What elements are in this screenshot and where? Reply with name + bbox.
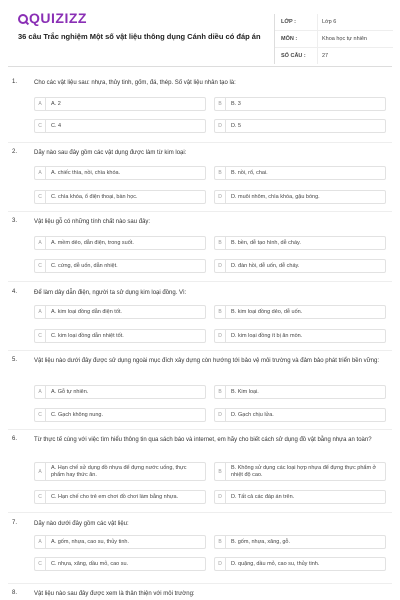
option-a[interactable] — [34, 97, 206, 111]
question-number: 5. — [12, 357, 18, 363]
logo-q-icon — [18, 14, 28, 24]
option-letter: A — [35, 98, 46, 110]
question-number: 8. — [12, 590, 18, 596]
option-text: C. 4 — [51, 122, 62, 129]
option-letter: D — [215, 120, 226, 132]
option-a[interactable] — [34, 305, 206, 319]
option-text: D. 5 — [231, 122, 242, 129]
option-d[interactable] — [214, 259, 386, 273]
option-letter: B — [215, 98, 226, 110]
option-text: D. Gạch chịu lửa. — [231, 411, 274, 418]
option-text: C. cứng, dễ uốn, dẫn nhiệt. — [51, 262, 118, 269]
option-letter: C — [35, 191, 46, 203]
option-text: A. mềm dẻo, dẫn điện, trong suốt. — [51, 239, 134, 246]
option-letter: A — [35, 306, 46, 318]
option-text: D. kim loại đồng ít bị ăn mòn. — [231, 332, 303, 339]
option-text: B. bền, dễ tạo hình, dễ cháy. — [231, 239, 301, 246]
option-c[interactable] — [34, 190, 206, 204]
option-letter: D — [215, 260, 226, 272]
meta-row-count — [275, 48, 393, 64]
option-text: B. gốm, nhựa, xăng, gỗ. — [231, 538, 291, 545]
meta-label: SỐ CÂU : — [281, 53, 306, 59]
question-divider — [8, 429, 392, 430]
option-d[interactable] — [214, 329, 386, 343]
option-text: C. kim loại đồng dẫn nhiệt tốt. — [51, 332, 124, 339]
question-number: 7. — [12, 520, 18, 526]
option-b[interactable] — [214, 305, 386, 319]
option-c[interactable] — [34, 329, 206, 343]
question-number: 2. — [12, 149, 18, 155]
option-letter: B — [215, 306, 226, 318]
option-text: B. Kim loại. — [231, 388, 259, 395]
option-letter: A — [35, 536, 46, 548]
option-text: A. gốm, nhựa, cao su, thủy tinh. — [51, 538, 129, 545]
option-letter: A — [35, 237, 46, 249]
question-divider — [8, 142, 392, 143]
option-a[interactable] — [34, 535, 206, 549]
option-a[interactable] — [34, 385, 206, 399]
option-text: C. Hạn chế cho trẻ em chơi đồ chơi làm bằng nhựa. — [51, 493, 179, 500]
option-b[interactable] — [214, 166, 386, 180]
option-text: A. chiếc thìa, nồi, chìa khóa. — [51, 169, 121, 176]
question-text: Cho các vật liệu sau: nhựa, thủy tinh, gốm, đá, thép. Số vật liệu nhân tạo là: — [34, 80, 236, 86]
option-c[interactable] — [34, 259, 206, 273]
option-text: B. nồi, rổ, chai. — [231, 169, 268, 176]
option-d[interactable] — [214, 408, 386, 422]
option-letter: D — [215, 491, 226, 503]
question-divider — [8, 583, 392, 584]
option-letter: A — [35, 386, 46, 398]
option-letter: B — [215, 536, 226, 548]
option-letter: B — [215, 386, 226, 398]
question-divider — [8, 211, 392, 212]
option-b[interactable] — [214, 97, 386, 111]
question-text: Vật liệu nào sau đây được xem là thân thiện với môi trường: — [34, 591, 195, 597]
option-letter: D — [215, 558, 226, 570]
option-a[interactable] — [34, 236, 206, 250]
option-text: A. Gỗ tự nhiên. — [51, 388, 89, 395]
option-letter: D — [215, 191, 226, 203]
option-c[interactable] — [34, 557, 206, 571]
option-b[interactable] — [214, 535, 386, 549]
question-number: 6. — [12, 436, 18, 442]
meta-table — [274, 14, 393, 64]
option-c[interactable] — [34, 408, 206, 422]
question-number: 4. — [12, 289, 18, 295]
option-letter: C — [35, 330, 46, 342]
question-text: Dãy nào sau đây gồm các vật dụng được làm từ kim loại: — [34, 150, 187, 156]
option-letter: C — [35, 260, 46, 272]
question-text: Vật liệu nào dưới đây được sử dụng ngoài mục đích xây dựng còn hướng tới bảo vệ môi trường và đảm bảo phát triển bền vững: — [34, 358, 379, 364]
option-letter: C — [35, 491, 46, 503]
option-text: C. chìa khóa, ổ điện thoại, bàn học. — [51, 193, 138, 200]
question-text: Để làm dây dẫn điện, người ta sử dụng kim loại đồng. Vì: — [34, 290, 187, 296]
option-text: B. 3 — [231, 100, 241, 107]
question-text: Dãy nào dưới đây gồm các vật liệu: — [34, 521, 129, 527]
option-d[interactable] — [214, 119, 386, 133]
option-text: A. kim loại đồng dẫn điện tốt. — [51, 308, 122, 315]
option-text: B. kim loại đồng dẻo, dễ uốn. — [231, 308, 303, 315]
document-title: 36 câu Trắc nghiệm Một số vật liệu thông dụng Cánh diều có đáp án — [18, 32, 261, 41]
question-divider — [8, 350, 392, 351]
option-b[interactable] — [214, 385, 386, 399]
option-letter: C — [35, 409, 46, 421]
option-letter: C — [35, 120, 46, 132]
option-c[interactable] — [34, 119, 206, 133]
question-divider — [8, 512, 392, 513]
option-c[interactable] — [34, 490, 206, 504]
meta-label: MÔN : — [281, 36, 298, 42]
question-number: 1. — [12, 79, 18, 85]
option-text: D. quặng, dầu mỏ, cao su, thủy tinh. — [231, 560, 320, 567]
option-text: D. muôi nhôm, chìa khóa, gậu bóng. — [231, 193, 320, 200]
option-letter: D — [215, 330, 226, 342]
option-text: A. Hạn chế sử dụng đồ nhựa để đựng nước uống, thực phẩm hay thức ăn. — [51, 464, 187, 478]
option-letter: A — [35, 463, 46, 480]
option-letter: B — [215, 463, 226, 480]
question-divider — [8, 281, 392, 282]
question-text: Từ thực tế cùng với việc tìm hiểu thông tin qua sách báo và internet, em hãy cho biết cách sử dụng đồ vật bằng nhựa an toàn? — [34, 437, 372, 443]
question-text: Vật liệu gỗ có những tính chất nào sau đây: — [34, 219, 151, 225]
option-a[interactable] — [34, 166, 206, 180]
option-text: D. Tất cả các đáp án trên. — [231, 493, 295, 500]
meta-row-subject — [275, 31, 393, 48]
meta-row-class — [275, 14, 393, 31]
option-d[interactable] — [214, 490, 386, 504]
option-letter: A — [35, 167, 46, 179]
option-a[interactable] — [34, 462, 206, 481]
option-text: A. 2 — [51, 100, 61, 107]
worksheet-header — [8, 6, 392, 60]
option-b[interactable] — [214, 462, 386, 481]
meta-label: LỚP : — [281, 19, 296, 25]
meta-value: Khoa học tự nhiên — [317, 31, 367, 47]
option-text: B. Không sử dụng các loại hợp nhựa để đựng thực phẩm ở nhiệt độ cao. — [231, 464, 377, 478]
option-d[interactable] — [214, 557, 386, 571]
option-letter: B — [215, 237, 226, 249]
option-letter: C — [35, 558, 46, 570]
option-text: D. đàn hồi, dễ uốn, dễ cháy. — [231, 262, 300, 269]
option-d[interactable] — [214, 190, 386, 204]
quizizz-logo — [18, 10, 87, 26]
option-b[interactable] — [214, 236, 386, 250]
option-letter: B — [215, 167, 226, 179]
meta-value: Lớp 6 — [317, 14, 336, 30]
option-text: C. nhựa, xăng, dầu mỏ, cao su. — [51, 560, 129, 567]
question-number: 3. — [12, 218, 18, 224]
logo-text: QUIZIZZ — [29, 10, 87, 26]
meta-value: 27 — [317, 48, 328, 64]
option-letter: D — [215, 409, 226, 421]
header-divider — [8, 66, 392, 67]
option-text: C. Gạch không nung. — [51, 411, 103, 418]
